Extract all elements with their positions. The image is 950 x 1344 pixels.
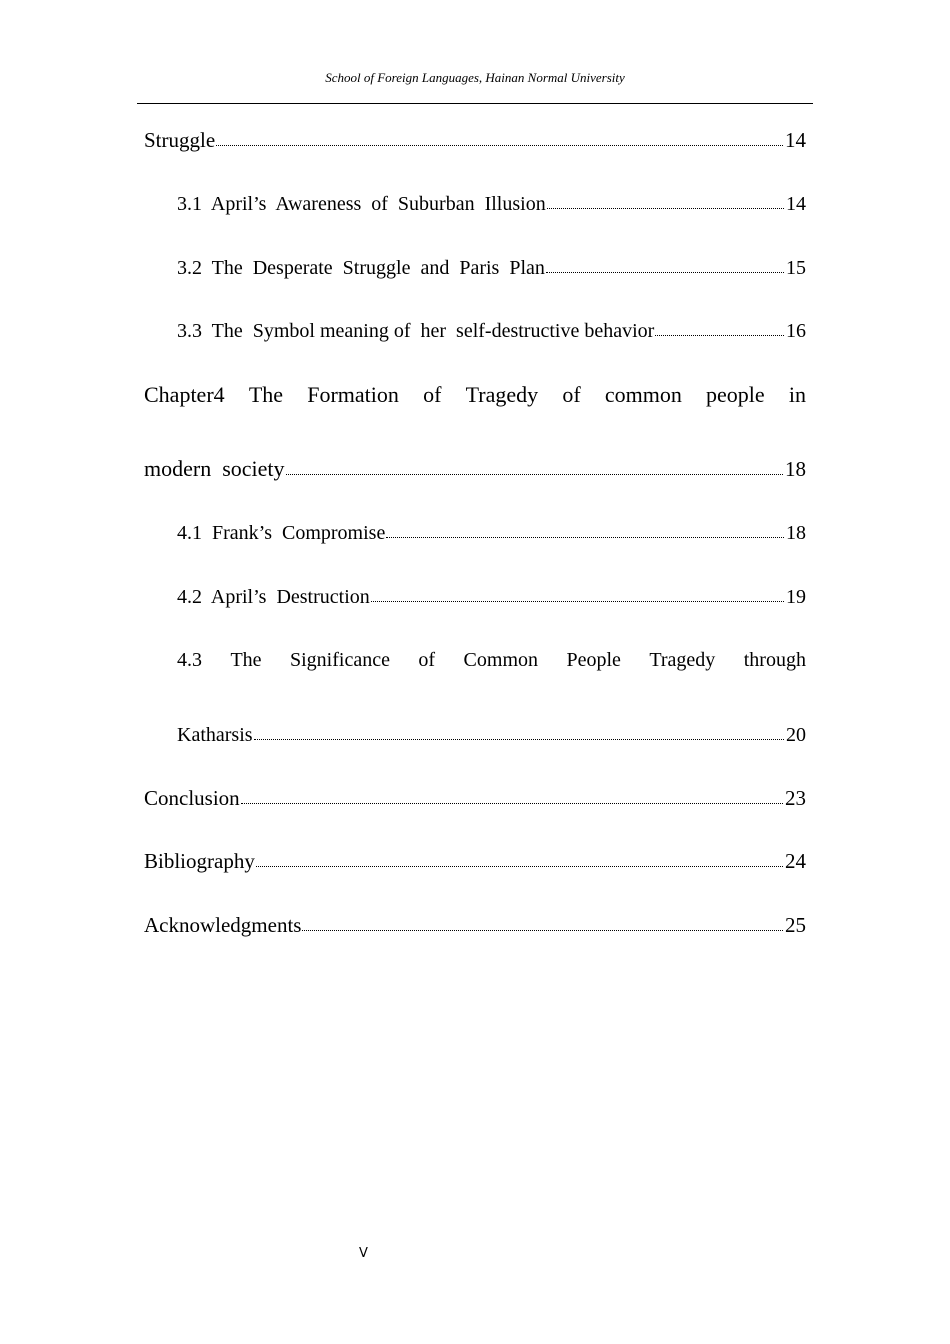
title-word: people bbox=[706, 382, 765, 407]
dot-leader bbox=[254, 739, 784, 740]
toc-entry-title: Conclusion bbox=[144, 786, 240, 810]
toc-entry-page: 20 bbox=[786, 724, 806, 746]
toc-entry[interactable] bbox=[177, 721, 806, 749]
toc-entry-page: 25 bbox=[785, 913, 806, 937]
toc-entry-page: 14 bbox=[786, 193, 806, 215]
dot-leader bbox=[655, 335, 784, 336]
title-word: The bbox=[230, 649, 262, 671]
toc-entry-page: 19 bbox=[786, 586, 806, 608]
toc-entry-title-line1[interactable] bbox=[144, 381, 806, 409]
title-word: 4.3 bbox=[177, 649, 202, 671]
toc-entry-title-line1[interactable] bbox=[177, 646, 806, 674]
dot-leader bbox=[546, 272, 784, 273]
toc-entry-title: 3.1 April’s Awareness of Suburban Illusion bbox=[177, 193, 546, 215]
dot-leader bbox=[256, 866, 783, 867]
toc-entry-title: 4.2 April’s Destruction bbox=[177, 586, 370, 608]
toc-entry-page: 24 bbox=[785, 849, 806, 873]
toc-entry-title: Bibliography bbox=[144, 849, 255, 873]
toc-entry[interactable] bbox=[177, 254, 806, 282]
dot-leader bbox=[216, 145, 783, 146]
toc-entry-page: 18 bbox=[785, 457, 806, 481]
toc-entry[interactable] bbox=[144, 911, 806, 939]
title-word: Common bbox=[463, 649, 538, 671]
page-number: V bbox=[359, 1246, 368, 1261]
toc-entry-page: 18 bbox=[786, 522, 806, 544]
title-word: Tragedy bbox=[649, 649, 716, 671]
title-word: of bbox=[423, 382, 442, 407]
dot-leader bbox=[547, 208, 784, 209]
title-word: Significance bbox=[290, 649, 390, 671]
toc-entry[interactable] bbox=[144, 847, 806, 875]
dot-leader bbox=[371, 601, 784, 602]
dot-leader bbox=[302, 930, 783, 931]
toc-entry[interactable] bbox=[144, 455, 806, 483]
title-word: through bbox=[743, 649, 806, 671]
title-word: Chapter4 bbox=[144, 382, 225, 407]
title-word: People bbox=[566, 649, 621, 671]
toc-entry[interactable] bbox=[144, 126, 806, 154]
title-word: Tragedy bbox=[465, 382, 539, 407]
dot-leader bbox=[241, 803, 783, 804]
toc-entry[interactable] bbox=[177, 190, 806, 218]
toc-entry[interactable] bbox=[177, 583, 806, 611]
toc-entry-title: Katharsis bbox=[177, 724, 253, 746]
title-word: in bbox=[788, 382, 806, 407]
toc-entry-page: 16 bbox=[786, 320, 806, 342]
toc-entry-title: modern society bbox=[144, 456, 285, 481]
toc-entry-title: 4.1 Frank’s Compromise bbox=[177, 522, 386, 544]
title-word: common bbox=[604, 382, 682, 407]
dot-leader bbox=[386, 537, 784, 538]
toc-entry-title: Struggle bbox=[144, 128, 216, 152]
toc-entry[interactable] bbox=[177, 317, 806, 345]
toc-entry-title: 3.3 The Symbol meaning of her self-destructive behavior bbox=[177, 320, 655, 342]
toc-entry[interactable] bbox=[144, 784, 806, 812]
toc-entry-page: 15 bbox=[786, 257, 806, 279]
dot-leader bbox=[286, 474, 783, 475]
title-word: The bbox=[248, 382, 284, 407]
toc-entry-title: Acknowledgments bbox=[144, 913, 302, 937]
title-word: of bbox=[418, 649, 436, 671]
toc-entry-title: 3.2 The Desperate Struggle and Paris Plan bbox=[177, 257, 545, 279]
toc-entry-page: 14 bbox=[785, 128, 806, 152]
title-word: Formation bbox=[307, 382, 399, 407]
running-header: School of Foreign Languages, Hainan Normal University bbox=[325, 70, 625, 85]
toc-entry[interactable] bbox=[177, 519, 806, 547]
title-word: of bbox=[562, 382, 581, 407]
toc-entry-page: 23 bbox=[785, 786, 806, 810]
